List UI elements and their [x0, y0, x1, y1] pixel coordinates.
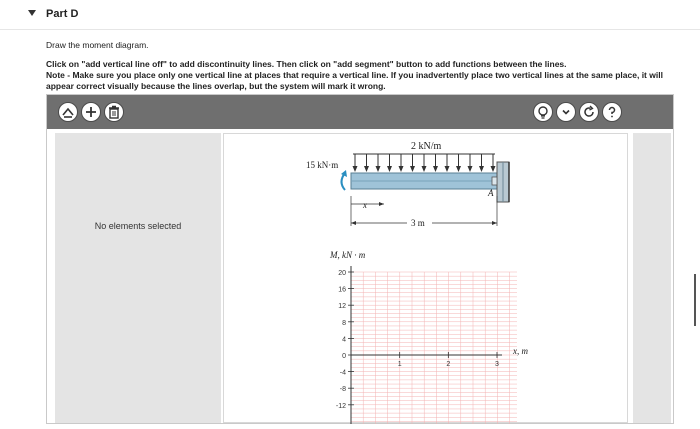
- help-button[interactable]: [602, 102, 622, 122]
- collapse-caret-icon[interactable]: [28, 10, 36, 16]
- load-arrowhead: [353, 166, 358, 172]
- delete-button[interactable]: [104, 102, 124, 122]
- graph-ticks: [336, 270, 499, 410]
- load-arrowhead: [479, 166, 484, 172]
- add-segment-button[interactable]: [81, 102, 101, 122]
- load-arrowhead: [387, 166, 392, 172]
- right-panel: [633, 133, 671, 423]
- load-arrowhead: [399, 166, 404, 172]
- y-tick-label: 4: [342, 336, 346, 344]
- load-label: 2 kN/m: [411, 141, 442, 152]
- load-arrowhead: [422, 166, 427, 172]
- support-label: A: [488, 188, 494, 198]
- load-arrowhead: [410, 166, 415, 172]
- part-title: Part D: [46, 8, 79, 20]
- reset-icon: [582, 105, 596, 119]
- y-tick-label: 16: [338, 286, 346, 294]
- x-tick-label: 1: [397, 361, 402, 368]
- graph-y-axis-label: M, kN · m: [330, 250, 366, 260]
- graph-x-axis-label: x, m: [513, 346, 528, 356]
- instruction-line-2: Note - Make sure you place only one vertical line at places that require a vertical line. If you inadvertently place two vertical lines at the same place, it will appear correct visually because the lines overlap, but the system will mark it wrong.: [46, 70, 663, 91]
- question-icon: [605, 105, 619, 119]
- load-arrowhead: [468, 166, 473, 172]
- load-arrowhead: [445, 166, 450, 172]
- y-tick-label: 20: [338, 270, 346, 277]
- plus-icon: [84, 105, 98, 119]
- part-header[interactable]: [0, 0, 700, 30]
- y-tick-label: 12: [338, 303, 346, 311]
- y-tick-label: 0: [342, 353, 346, 360]
- add-vertical-line-button[interactable]: [58, 102, 78, 122]
- load-arrowhead: [376, 166, 381, 172]
- drawing-canvas[interactable]: [223, 133, 628, 423]
- instructions: [46, 40, 686, 92]
- selection-status: No elements selected: [94, 221, 182, 231]
- instruction-prompt: Draw the moment diagram.: [46, 40, 149, 50]
- chevron-down-icon: [560, 106, 572, 118]
- properties-panel: [55, 133, 221, 423]
- x-tick-label: 2: [446, 361, 451, 368]
- dropdown-button[interactable]: [556, 102, 576, 122]
- trash-icon: [108, 105, 120, 119]
- y-tick-label: -12: [335, 402, 346, 410]
- lightbulb-icon: [536, 105, 550, 119]
- x-dimension-label: x: [363, 200, 367, 210]
- y-tick-label: -4: [339, 369, 346, 377]
- load-arrowhead: [364, 166, 369, 172]
- reset-button[interactable]: [579, 102, 599, 122]
- x-tick-label: 3: [495, 361, 499, 368]
- hint-button[interactable]: [533, 102, 553, 122]
- instruction-line-1: Click on "add vertical line off" to add discontinuity lines. Then click on "add segment" button to add functions between the lines.: [46, 59, 567, 69]
- y-tick-label: 8: [342, 319, 346, 327]
- page-scrollbar[interactable]: [694, 274, 696, 326]
- y-tick-label: -8: [339, 386, 346, 394]
- load-arrowhead: [433, 166, 438, 172]
- load-arrowhead: [491, 166, 496, 172]
- graph-grid: [351, 266, 517, 424]
- load-arrowhead: [456, 166, 461, 172]
- length-label: 3 m: [411, 218, 425, 228]
- diagram-tool: [46, 94, 674, 424]
- moment-label: 15 kN·m: [306, 160, 339, 170]
- beam-and-graph: [224, 134, 629, 424]
- toolbar: [47, 95, 673, 129]
- distributed-load-arrows: [353, 154, 496, 172]
- vertical-line-tool-icon: [61, 105, 75, 119]
